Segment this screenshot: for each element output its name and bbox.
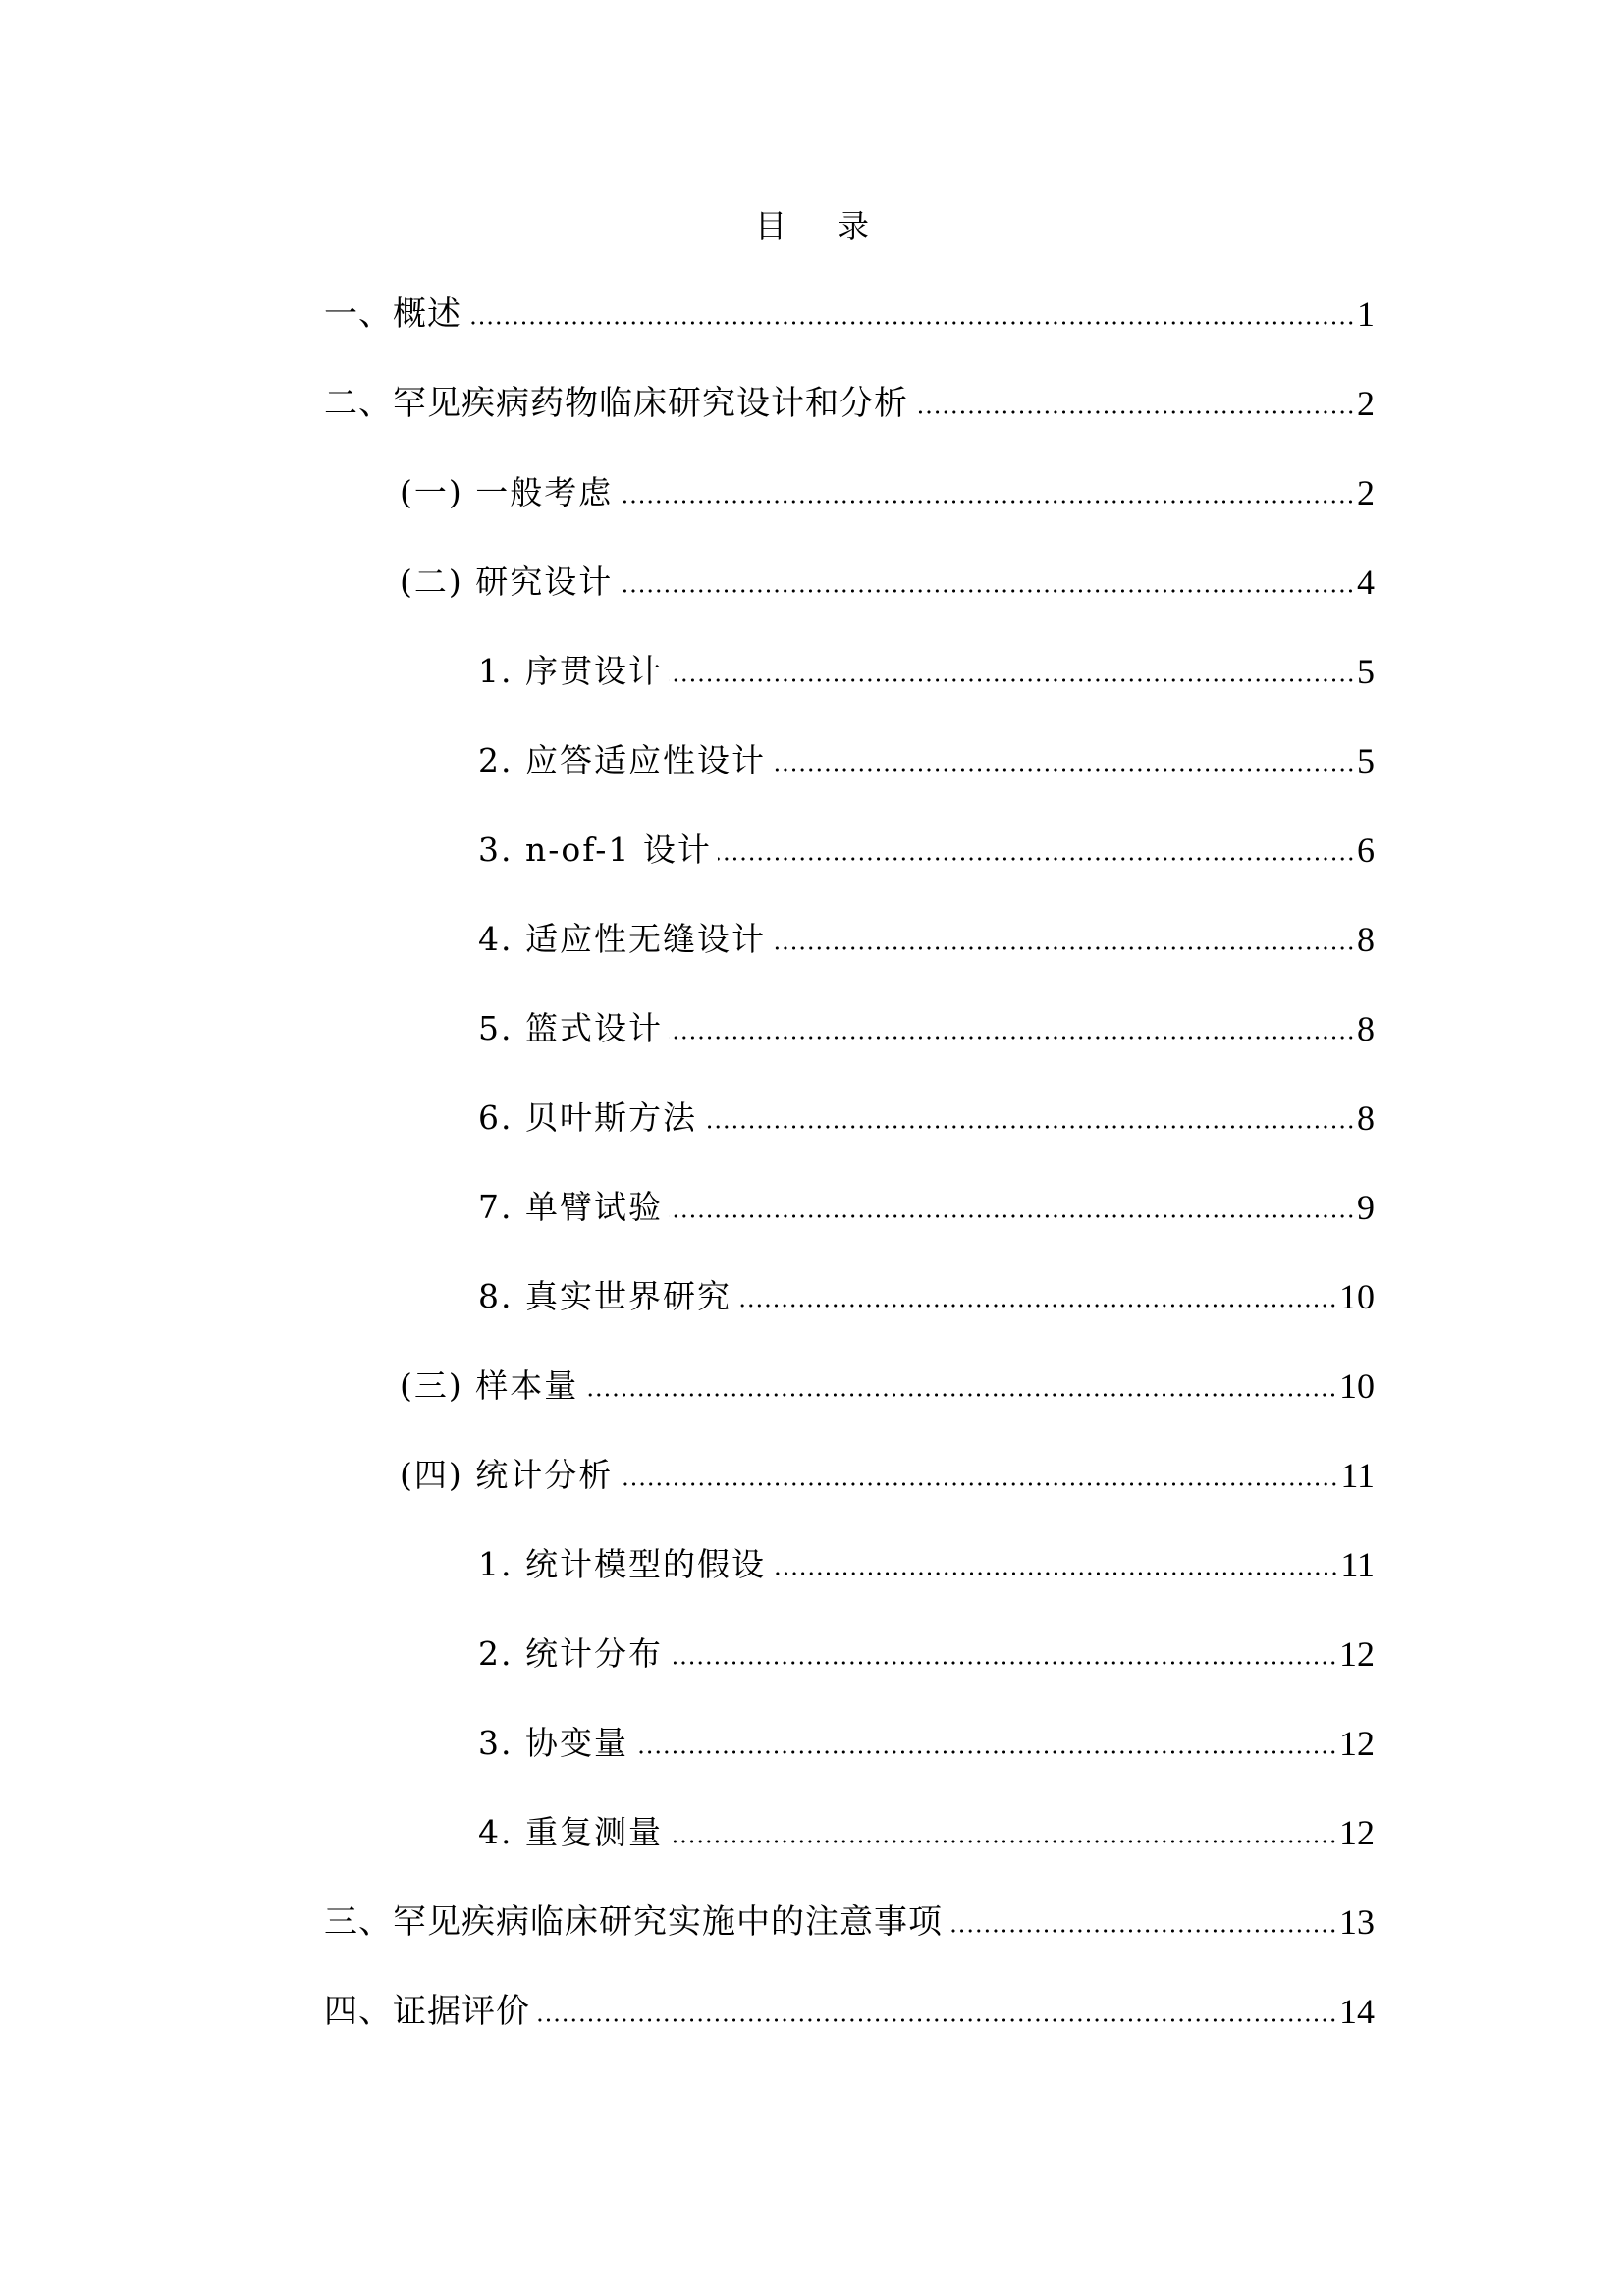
toc-page-number: 13 [1339, 1902, 1375, 1942]
toc-entry-response-adaptive-design[interactable] [478, 733, 1375, 782]
dot-leader [619, 1482, 1338, 1486]
dot-leader [584, 1393, 1337, 1397]
dot-leader [467, 321, 1355, 325]
toc-entry-label: 4. 适应性无缝设计 [478, 920, 766, 958]
toc-entry-statistical-distribution[interactable] [478, 1627, 1375, 1676]
toc-page-number: 12 [1339, 1634, 1375, 1674]
toc-entry-label: 8. 真实世界研究 [478, 1277, 731, 1315]
toc-entry-statistical-analysis[interactable] [400, 1448, 1375, 1497]
toc-title-char-1: 目 [754, 207, 786, 244]
toc-entry-label: 一、概述 [324, 294, 461, 334]
toc-page-number: 8 [1357, 1009, 1375, 1048]
toc-page-number: 6 [1357, 830, 1375, 870]
dot-leader [669, 1214, 1355, 1218]
toc-page-number: 9 [1357, 1188, 1375, 1227]
toc-entry-n-of-1-design[interactable] [478, 823, 1375, 872]
toc-entry-label: 1. 统计模型的假设 [478, 1545, 766, 1583]
toc-entry-general-considerations[interactable] [400, 465, 1375, 514]
toc-title [0, 204, 1624, 247]
dot-leader [737, 1304, 1337, 1308]
toc-entry-study-design[interactable] [400, 555, 1375, 604]
dot-leader [669, 1661, 1337, 1665]
toc-entry-label: (一) 一般考虑 [400, 473, 614, 511]
toc-entry-label: 3. n-of-1 设计 [478, 830, 712, 869]
toc-entry-model-assumptions[interactable] [478, 1537, 1375, 1586]
toc-entry-bayesian-methods[interactable] [478, 1091, 1375, 1140]
toc-entry-overview[interactable] [324, 287, 1375, 336]
dot-leader [536, 2018, 1337, 2022]
toc-entry-evidence-evaluation[interactable] [324, 1984, 1375, 2033]
toc-entry-implementation-notes[interactable] [324, 1895, 1375, 1944]
toc-entry-label: 7. 单臂试验 [478, 1188, 663, 1226]
toc-page-number: 11 [1340, 1545, 1375, 1584]
toc-page-number: 8 [1357, 920, 1375, 959]
toc-entry-label: (二) 研究设计 [400, 562, 614, 601]
toc-page-number: 12 [1339, 1724, 1375, 1763]
toc-page-number: 10 [1339, 1277, 1375, 1316]
toc-entry-label: 2. 统计分布 [478, 1634, 663, 1673]
toc-page-number: 2 [1357, 473, 1375, 512]
toc-entry-sample-size[interactable] [400, 1359, 1375, 1408]
toc-entry-label: 2. 应答适应性设计 [478, 741, 766, 779]
dot-leader [772, 946, 1355, 950]
dot-leader [669, 1036, 1355, 1040]
toc-entry-label: (三) 样本量 [400, 1366, 579, 1405]
dot-leader [718, 857, 1355, 861]
toc-entry-label: (四) 统计分析 [400, 1456, 614, 1494]
toc-entry-real-world-study[interactable] [478, 1269, 1375, 1318]
toc-page-number: 8 [1357, 1098, 1375, 1138]
toc-page-number: 1 [1357, 294, 1375, 334]
toc-page-number: 5 [1357, 741, 1375, 780]
toc-entry-basket-design[interactable] [478, 1001, 1375, 1050]
toc-entry-repeated-measures[interactable] [478, 1805, 1375, 1854]
toc-entry-design-and-analysis[interactable] [324, 376, 1375, 425]
toc-entry-single-arm-trial[interactable] [478, 1180, 1375, 1229]
dot-leader [772, 1572, 1338, 1575]
toc-entry-label: 5. 篮式设计 [478, 1009, 663, 1047]
toc-entry-label: 4. 重复测量 [478, 1813, 663, 1851]
toc-entry-covariates[interactable] [478, 1716, 1375, 1765]
dot-leader [634, 1750, 1337, 1754]
toc-page-number: 12 [1339, 1813, 1375, 1852]
dot-leader [948, 1929, 1337, 1933]
dot-leader [914, 410, 1355, 414]
dot-leader [669, 678, 1355, 682]
dot-leader [669, 1840, 1337, 1843]
toc-entry-label: 三、罕见疾病临床研究实施中的注意事项 [324, 1902, 943, 1942]
toc-entry-label: 二、罕见疾病药物临床研究设计和分析 [324, 384, 908, 423]
toc-page-number: 11 [1340, 1456, 1375, 1495]
toc-entry-label: 6. 贝叶斯方法 [478, 1098, 697, 1137]
toc-page-number: 10 [1339, 1366, 1375, 1406]
toc-entry-adaptive-seamless-design[interactable] [478, 912, 1375, 961]
toc-title-char-2: 录 [838, 207, 870, 244]
toc-page-number: 4 [1357, 562, 1375, 602]
toc-page-number: 5 [1357, 652, 1375, 691]
toc-entry-label: 1. 序贯设计 [478, 652, 663, 690]
dot-leader [772, 768, 1355, 772]
dot-leader [619, 589, 1355, 593]
dot-leader [703, 1125, 1355, 1129]
toc-page-number: 14 [1339, 1992, 1375, 2031]
toc-entry-label: 四、证据评价 [324, 1992, 530, 2031]
toc-entry-sequential-design[interactable] [478, 644, 1375, 693]
dot-leader [619, 500, 1355, 504]
toc-entry-label: 3. 协变量 [478, 1724, 628, 1762]
toc-page-number: 2 [1357, 384, 1375, 423]
